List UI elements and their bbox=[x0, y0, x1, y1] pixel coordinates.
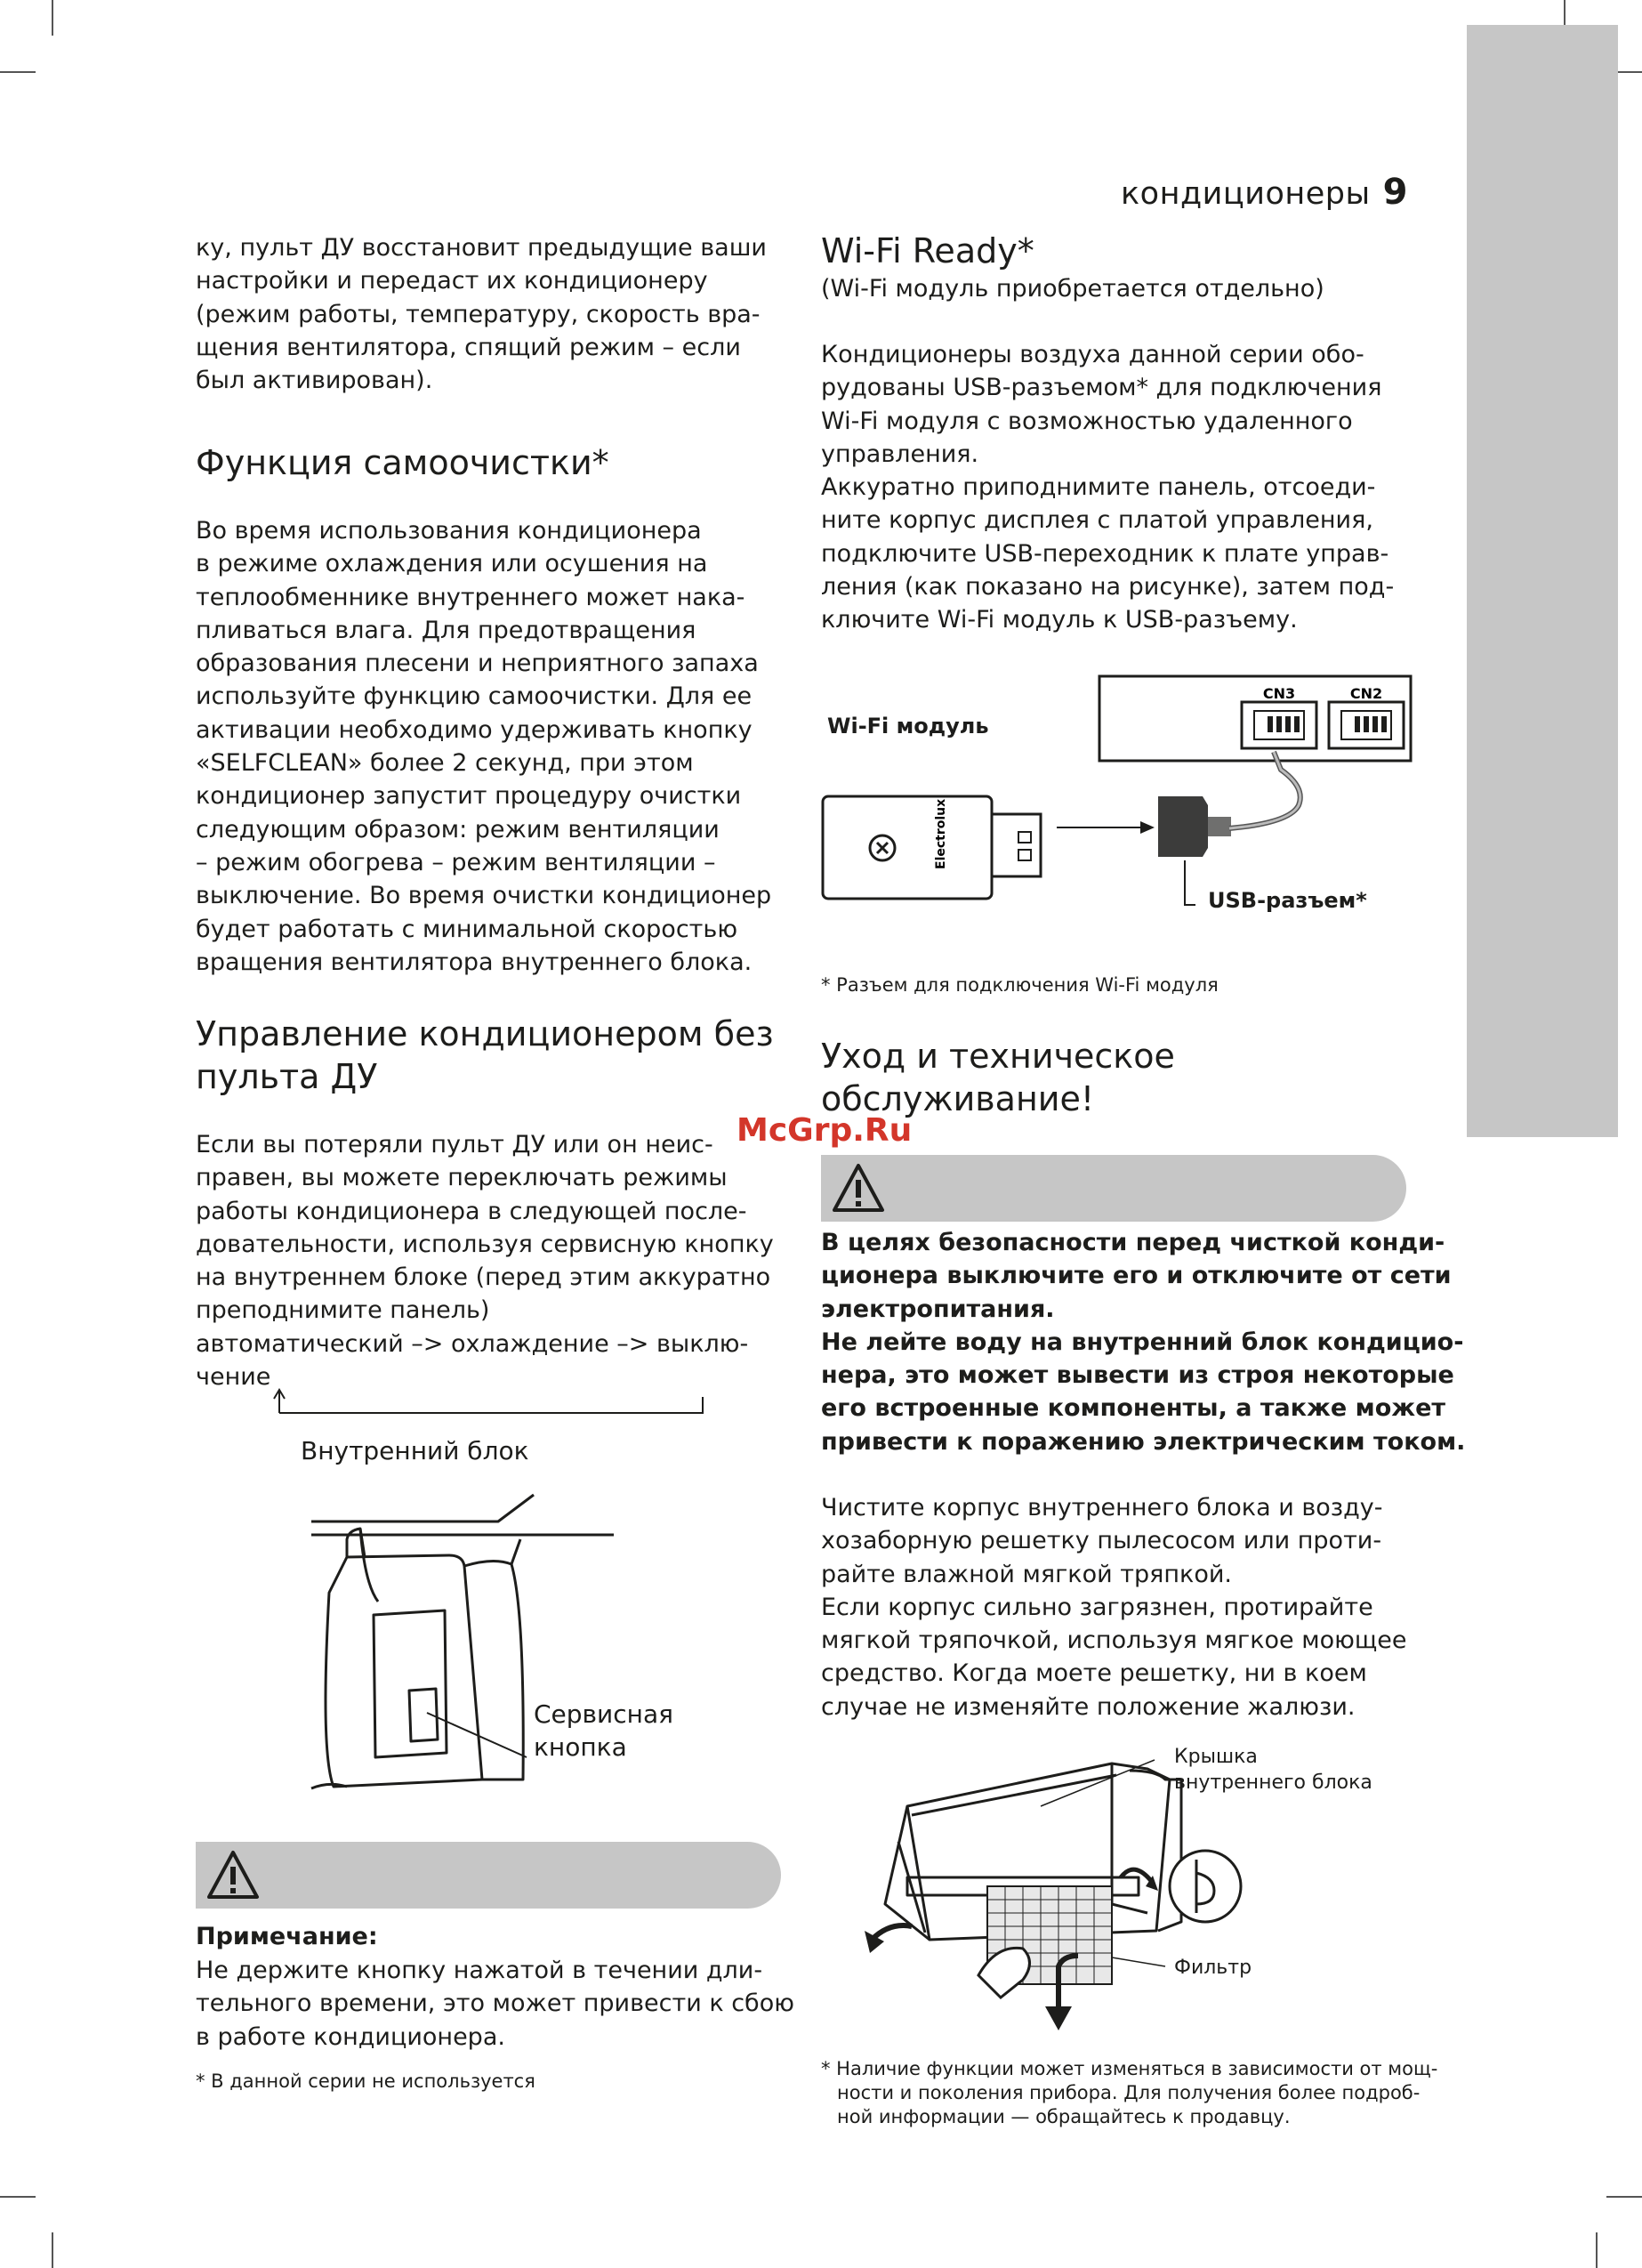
text-line: Если корпус сильно загрязнен, протирайте bbox=[821, 1593, 1373, 1621]
safety-warning-text bbox=[821, 1226, 1465, 1458]
text-line: настройки и передаст их кондиционеру bbox=[196, 267, 708, 295]
text-line: привести к поражению электрическим током. bbox=[821, 1427, 1466, 1456]
text-line: Чистите корпус внутреннего блока и возду- bbox=[821, 1494, 1383, 1521]
text-line: «SELFCLEAN» более 2 секунд, при этом bbox=[196, 749, 694, 778]
note-title: Примечание: bbox=[196, 1923, 378, 1950]
selfclean-paragraph bbox=[196, 514, 771, 979]
text-line: будет работать с минимальной скоростью bbox=[196, 915, 738, 943]
manual-control-paragraph bbox=[196, 1128, 774, 1393]
note-warning-banner bbox=[196, 1842, 781, 1909]
usb-connector-body bbox=[1158, 796, 1231, 857]
care-heading bbox=[821, 1035, 1175, 1120]
text-line: выключение. Во время очистки кондиционер bbox=[196, 882, 772, 910]
indoor-unit-label: Внутренний блок bbox=[301, 1436, 529, 1465]
text-line: ключите Wi-Fi модуль к USB-разъему. bbox=[821, 606, 1298, 634]
text-line: Кондиционеры воздуха данной серии обо- bbox=[821, 341, 1364, 368]
text-line: Во время использования кондиционера bbox=[196, 517, 702, 545]
wifi-footnote: * Разъем для подключения Wi-Fi модуля bbox=[821, 974, 1219, 996]
text-line: тельного времени, это может привести к сбою bbox=[196, 1990, 794, 2018]
text-line: мягкой тряпочкой, используя мягкое моющее bbox=[821, 1626, 1407, 1655]
text-line: довательности, используя сервисную кнопку bbox=[196, 1230, 774, 1258]
text-line: на внутреннем блоке (перед этим аккуратно bbox=[196, 1263, 771, 1292]
crop-mark bbox=[0, 2196, 36, 2198]
cn2-label: CN2 bbox=[1349, 685, 1383, 702]
mode-cycle-arrow bbox=[267, 1388, 712, 1415]
bottom-footnote bbox=[821, 2057, 1437, 2129]
note-paragraph bbox=[196, 1954, 794, 2054]
text-line: электропитания. bbox=[821, 1295, 1055, 1323]
usb-connector-label: USB-разъем* bbox=[1208, 888, 1367, 913]
wifi-heading: Wi-Fi Ready* bbox=[821, 231, 1034, 270]
text-line: ционера выключите его и отключите от сети bbox=[821, 1262, 1452, 1290]
text-line: случае не изменяйте положение жалюзи. bbox=[821, 1692, 1356, 1721]
text-line: кондиционер запустит процедуру очистки bbox=[196, 782, 742, 811]
text-line: в режиме охлаждения или осушения на bbox=[196, 550, 708, 578]
text-line: средство. Когда моете решетку, ни в коем bbox=[821, 1659, 1367, 1688]
service-button-label bbox=[534, 1698, 673, 1764]
wifi-module-label: Wi-Fi модуль bbox=[827, 714, 989, 739]
crop-mark bbox=[1606, 2196, 1642, 2198]
text-line: был активирован). bbox=[196, 367, 433, 395]
safety-warning-banner bbox=[821, 1155, 1406, 1222]
text-line: – режим обогрева – режим вентиляции – bbox=[196, 848, 716, 876]
text-line: В целях безопасности перед чисткой конди- bbox=[821, 1229, 1445, 1256]
text-line: нера, это может вывести из строя некоторые bbox=[821, 1361, 1454, 1390]
heading-line: обслуживание! bbox=[821, 1079, 1095, 1118]
text-line: Не лейте воду на внутренний блок кондицио- bbox=[821, 1328, 1464, 1356]
wifi-subtitle: (Wi-Fi модуль приобретается отдельно) bbox=[821, 275, 1324, 303]
text-line: используйте функцию самоочистки. Для ее bbox=[196, 682, 753, 711]
text-line: его встроенные компоненты, а также может bbox=[821, 1394, 1446, 1423]
text-line: автоматический –> оxлаждение –> выклю- bbox=[196, 1329, 749, 1358]
text-line: ку, пульт ДУ восстановит предыдущие ваши bbox=[196, 234, 767, 262]
text-line: преподнимите панель) bbox=[196, 1296, 490, 1325]
text-line: работы кондиционера в следующей после- bbox=[196, 1197, 747, 1225]
text-line: следующим образом: режим вентиляции bbox=[196, 815, 720, 843]
text-line: чение bbox=[196, 1363, 271, 1392]
wifi-connection-diagram bbox=[818, 672, 1414, 921]
heading-line: пульта ДУ bbox=[196, 1057, 378, 1096]
text-line: Wi-Fi модуля с возможностью удаленного bbox=[821, 407, 1353, 435]
warning-icon bbox=[832, 1162, 885, 1214]
watermark: McGrp.Ru bbox=[736, 1112, 913, 1149]
text-line: ните корпус дисплея с платой управления, bbox=[821, 506, 1373, 535]
text-line: Если вы потеряли пульт ДУ или он неис- bbox=[196, 1131, 713, 1158]
cn3-label: CN3 bbox=[1262, 685, 1296, 702]
intro-paragraph bbox=[196, 231, 767, 397]
label-line: внутреннего блока bbox=[1174, 1772, 1372, 1794]
text-line: ной информации — обращайтесь к продавцу. bbox=[837, 2106, 1291, 2127]
care-paragraph bbox=[821, 1491, 1407, 1723]
warning-icon bbox=[206, 1849, 260, 1901]
brand-label: Electrolux bbox=[934, 798, 948, 869]
text-line: образования плесени и неприятного запаха bbox=[196, 650, 759, 678]
crop-mark bbox=[1596, 2232, 1598, 2268]
text-line: Аккуратно приподнимите панель, отсоеди- bbox=[821, 473, 1376, 502]
text-line: подключите USB-переходник к плате управ- bbox=[821, 539, 1389, 568]
page-header bbox=[1121, 172, 1408, 213]
section-title: кондиционеры bbox=[1121, 176, 1371, 212]
text-line: хозаборную решетку пылесосом или проти- bbox=[821, 1527, 1382, 1555]
selfclean-heading: Функция самоочистки* bbox=[196, 443, 609, 482]
manual-control-heading bbox=[196, 1013, 774, 1098]
text-line: (режим работы, температуру, скорость вра- bbox=[196, 300, 761, 328]
filter-label: Фильтр bbox=[1174, 1957, 1252, 1979]
text-line: рудованы USB-разъемом* для подключения bbox=[821, 374, 1382, 402]
left-footnote: * В данной серии не используется bbox=[196, 2070, 535, 2092]
heading-line: Управление кондиционером без bbox=[196, 1014, 774, 1053]
crop-mark bbox=[52, 0, 53, 36]
text-line: * Наличие функции может изменяться в зависимости от мощ- bbox=[821, 2058, 1438, 2079]
label-line: Крышка bbox=[1174, 1746, 1258, 1768]
text-line: вращения вентилятора внутреннего блока. bbox=[196, 948, 753, 976]
text-line: теплообменнике внутреннего может нака- bbox=[196, 583, 745, 611]
text-line: Не держите кнопку нажатой в течении дли- bbox=[196, 1957, 763, 1984]
heading-line: Уход и техническое bbox=[821, 1037, 1175, 1076]
text-line: райте влажной мягкой тряпкой. bbox=[821, 1560, 1232, 1588]
cover-label bbox=[1174, 1744, 1372, 1796]
text-line: щения вентилятора, спящий режим – если bbox=[196, 333, 741, 361]
crop-mark bbox=[0, 71, 36, 73]
text-line: пливаться влага. Для предотвращения bbox=[196, 616, 696, 644]
text-line: правен, вы можете переключать режимы bbox=[196, 1164, 728, 1192]
crop-mark bbox=[52, 2232, 53, 2268]
text-line: ления (как показано на рисунке), затем под- bbox=[821, 573, 1395, 601]
text-line: в работе кондиционера. bbox=[196, 2022, 505, 2051]
text-line: активации необходимо удерживать кнопку bbox=[196, 715, 753, 744]
text-line: управления. bbox=[821, 440, 979, 468]
text-line: ности и поколения прибора. Для получения более подроб- bbox=[837, 2082, 1421, 2103]
label-line: Сервисная bbox=[534, 1699, 673, 1729]
page-number: 9 bbox=[1382, 172, 1408, 213]
label-line: кнопка bbox=[534, 1732, 627, 1762]
section-tab-bar bbox=[1467, 25, 1618, 1137]
wifi-paragraph bbox=[821, 338, 1394, 637]
